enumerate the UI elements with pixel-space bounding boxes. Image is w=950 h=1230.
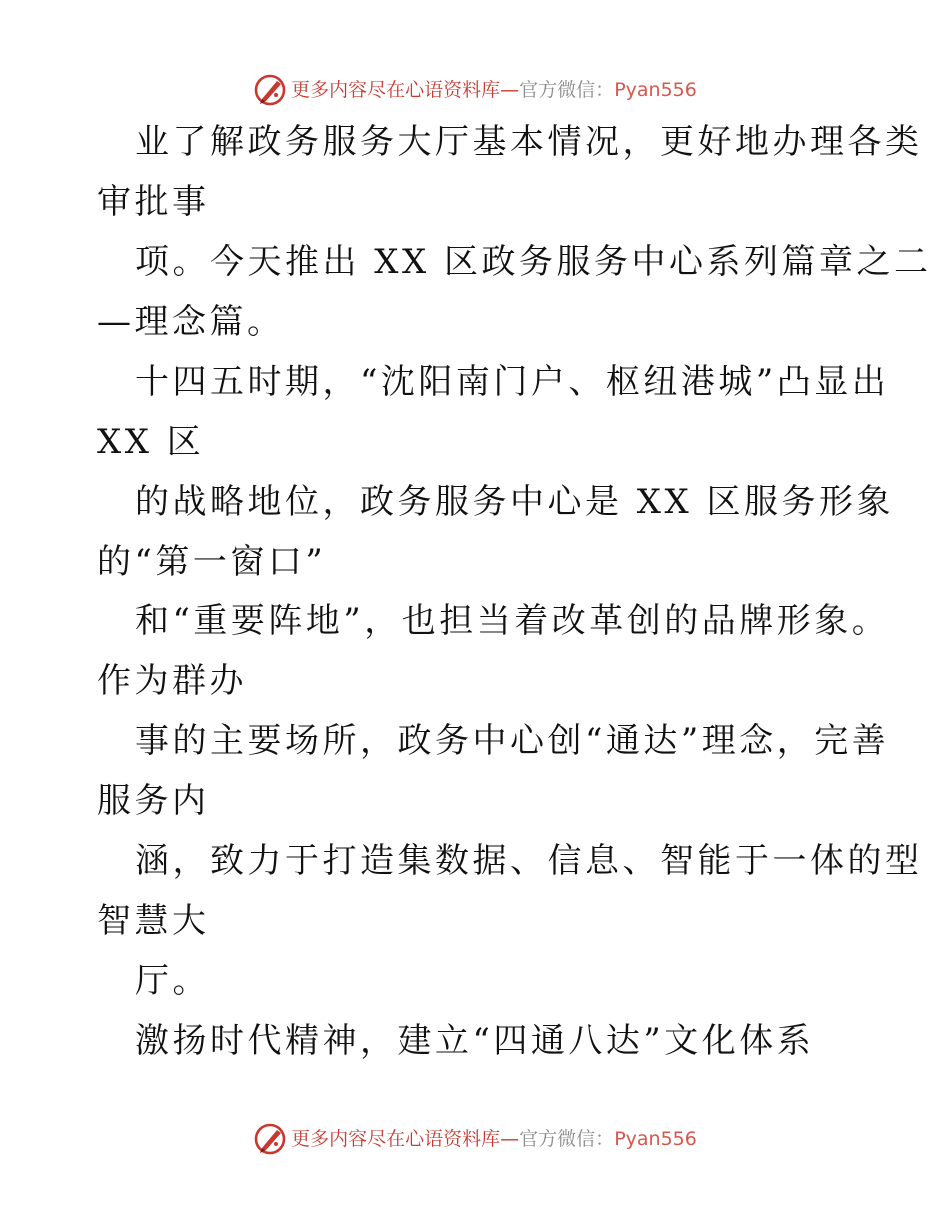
pen-logo-icon bbox=[253, 73, 287, 107]
watermark-site-name: 更多内容尽在心语资料库 bbox=[291, 1127, 501, 1150]
text-line: 厅。 bbox=[135, 961, 210, 1001]
text-line: 的“第一窗口” bbox=[97, 542, 327, 582]
text-line: 项。今天推出 XX 区政务服务中心系列篇章之二 bbox=[135, 242, 932, 282]
pen-logo-icon bbox=[253, 1122, 287, 1156]
watermark-dash: — bbox=[500, 1127, 520, 1150]
text-line: 业了解政务服务大厅基本情况，更好地办理各类 bbox=[135, 122, 923, 162]
text-line: 审批事 bbox=[97, 182, 210, 222]
text-line: 的战略地位，政务服务中心是 XX 区服务形象 bbox=[135, 482, 895, 522]
text-line: 服务内 bbox=[97, 781, 210, 821]
watermark-dash: — bbox=[500, 78, 520, 101]
text-line: XX 区 bbox=[97, 422, 205, 462]
text-line: 事的主要场所，政务中心创“通达”理念，完善 bbox=[135, 721, 890, 761]
text-line: 智慧大 bbox=[97, 901, 210, 941]
text-line: 作为群办 bbox=[97, 661, 247, 701]
watermark-wechat-id: Pyan556 bbox=[614, 1127, 697, 1150]
watermark-site-name: 更多内容尽在心语资料库 bbox=[291, 78, 501, 101]
text-line: 十四五时期，“沈阳南门户、枢纽港城”凸显出 bbox=[135, 362, 890, 402]
text-line: 激扬时代精神，建立“四通八达”文化体系 bbox=[135, 1021, 815, 1061]
header-watermark bbox=[0, 70, 950, 110]
text-line: 涵，致力于打造集数据、信息、智能于一体的型 bbox=[135, 841, 923, 881]
watermark-wechat-id: Pyan556 bbox=[614, 78, 697, 101]
text-line: —理念篇。 bbox=[97, 302, 285, 342]
watermark-wechat-label: 官方微信： bbox=[519, 78, 615, 101]
text-line: 和“重要阵地”，也担当着改革创的品牌形象。 bbox=[135, 601, 890, 641]
watermark-wechat-label: 官方微信： bbox=[519, 1127, 615, 1150]
footer-watermark bbox=[0, 1119, 950, 1159]
